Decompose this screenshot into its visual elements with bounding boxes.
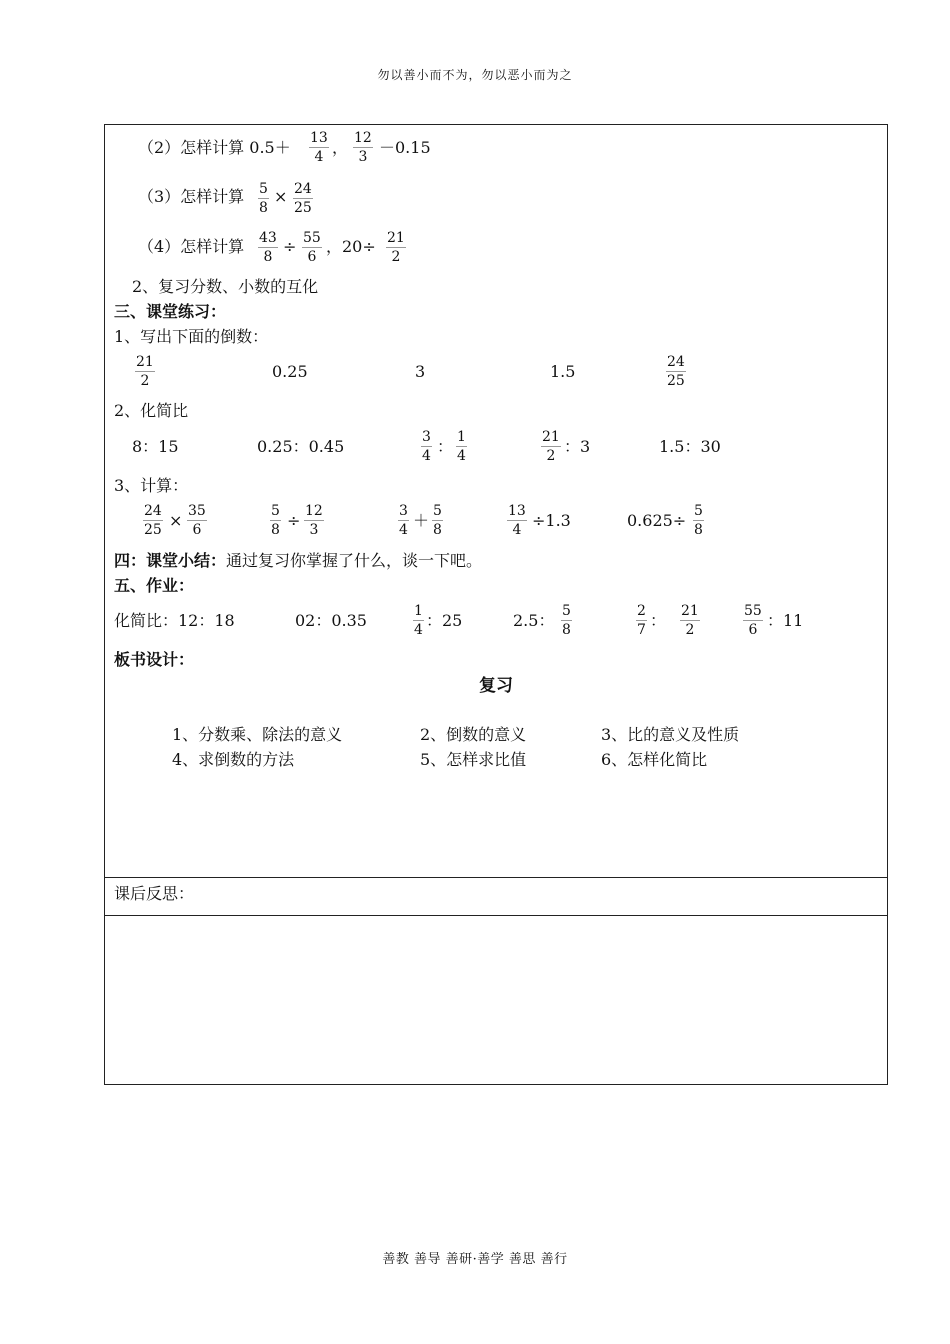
fraction: 2 7 <box>637 603 646 638</box>
ratio-sign: ： <box>650 611 667 630</box>
fraction: 1 4 <box>457 429 466 464</box>
fraction: 3 4 <box>422 429 431 464</box>
fraction: 24 25 <box>294 181 312 216</box>
times-sign: × <box>274 187 288 206</box>
exercise-title: 2、化简比 <box>114 401 189 420</box>
expr-head: 0.625÷ <box>627 511 687 530</box>
ratio-tail: ：11 <box>767 611 804 630</box>
fraction: 21 2 <box>542 429 560 464</box>
ratio: 8：15 <box>132 437 179 456</box>
section-heading: 三、课堂练习： <box>114 302 227 321</box>
divide-sign: ÷ <box>287 511 301 530</box>
value: 1.5 <box>550 362 576 381</box>
fraction: 13 4 <box>508 503 526 538</box>
fraction: 24 25 <box>667 354 685 389</box>
fraction: 1 4 <box>414 603 423 638</box>
lesson-table <box>104 124 888 1085</box>
q2-comma: ， <box>332 138 349 157</box>
times-sign: × <box>169 511 183 530</box>
reflection-label: 课后反思： <box>114 884 195 903</box>
exercise-title: 3、计算： <box>114 476 189 495</box>
q4-mid: ，20÷ <box>326 237 376 256</box>
expr-tail: ÷1.3 <box>532 511 571 530</box>
board-item: 1、分数乘、除法的意义 <box>172 725 343 744</box>
ratio-sign: ： <box>437 437 454 456</box>
fraction: 24 25 <box>144 503 162 538</box>
fraction: 13 4 <box>310 130 328 165</box>
value: 0.25 <box>272 362 308 381</box>
summary-text: 通过复习你掌握了什么，谈一下吧。 <box>226 551 483 570</box>
table-divider <box>104 915 888 916</box>
hw-ratio: 2.5： <box>513 611 555 630</box>
board-item: 5、怎样求比值 <box>420 750 527 769</box>
fraction: 5 8 <box>694 503 703 538</box>
section-heading: 四：课堂小结： <box>114 551 227 570</box>
q2-label: （2）怎样计算 0.5＋ <box>138 138 291 157</box>
footer-text: 善教 善导 善研·善学 善思 善行 <box>382 1252 568 1267</box>
hw-ratio: 化简比：12：18 <box>114 611 235 630</box>
q4-label: （4）怎样计算 <box>138 237 245 256</box>
hw-ratio: 02：0.35 <box>295 611 367 630</box>
fraction: 5 8 <box>433 503 442 538</box>
board-item: 6、怎样化简比 <box>601 750 708 769</box>
fraction: 21 2 <box>681 603 699 638</box>
fraction: 5 8 <box>271 503 280 538</box>
fraction: 5 8 <box>259 181 268 216</box>
q2-tail: －0.15 <box>379 138 431 157</box>
board-item: 3、比的意义及性质 <box>601 725 740 744</box>
summary-line <box>114 551 482 571</box>
board-item: 2、倒数的意义 <box>420 725 527 744</box>
plus-sign: ＋ <box>413 511 430 530</box>
ratio: 1.5：30 <box>659 437 721 456</box>
fraction: 12 3 <box>354 130 372 165</box>
q3-label: （3）怎样计算 <box>138 187 245 206</box>
board-title: 复习 <box>479 676 513 696</box>
board-label: 板书设计： <box>114 650 195 669</box>
ratio: 0.25：0.45 <box>257 437 345 456</box>
fraction: 43 8 <box>259 230 277 265</box>
fraction: 55 6 <box>303 230 321 265</box>
fraction: 21 2 <box>387 230 405 265</box>
table-divider <box>104 877 888 878</box>
ratio-tail: ：25 <box>426 611 463 630</box>
fraction: 3 4 <box>399 503 408 538</box>
review-item-2: 2、复习分数、小数的互化 <box>132 277 319 296</box>
exercise-title: 1、写出下面的倒数： <box>114 327 269 346</box>
fraction: 55 6 <box>744 603 762 638</box>
board-item: 4、求倒数的方法 <box>172 750 295 769</box>
fraction: 12 3 <box>305 503 323 538</box>
fraction: 21 2 <box>136 354 154 389</box>
ratio-tail: ：3 <box>564 437 591 456</box>
section-heading: 五、作业： <box>114 576 195 595</box>
fraction: 5 8 <box>562 603 571 638</box>
fraction: 35 6 <box>188 503 206 538</box>
motto: 勿以善小而不为，勿以恶小而为之 <box>377 68 573 82</box>
divide-sign: ÷ <box>283 237 297 256</box>
value: 3 <box>415 362 426 381</box>
